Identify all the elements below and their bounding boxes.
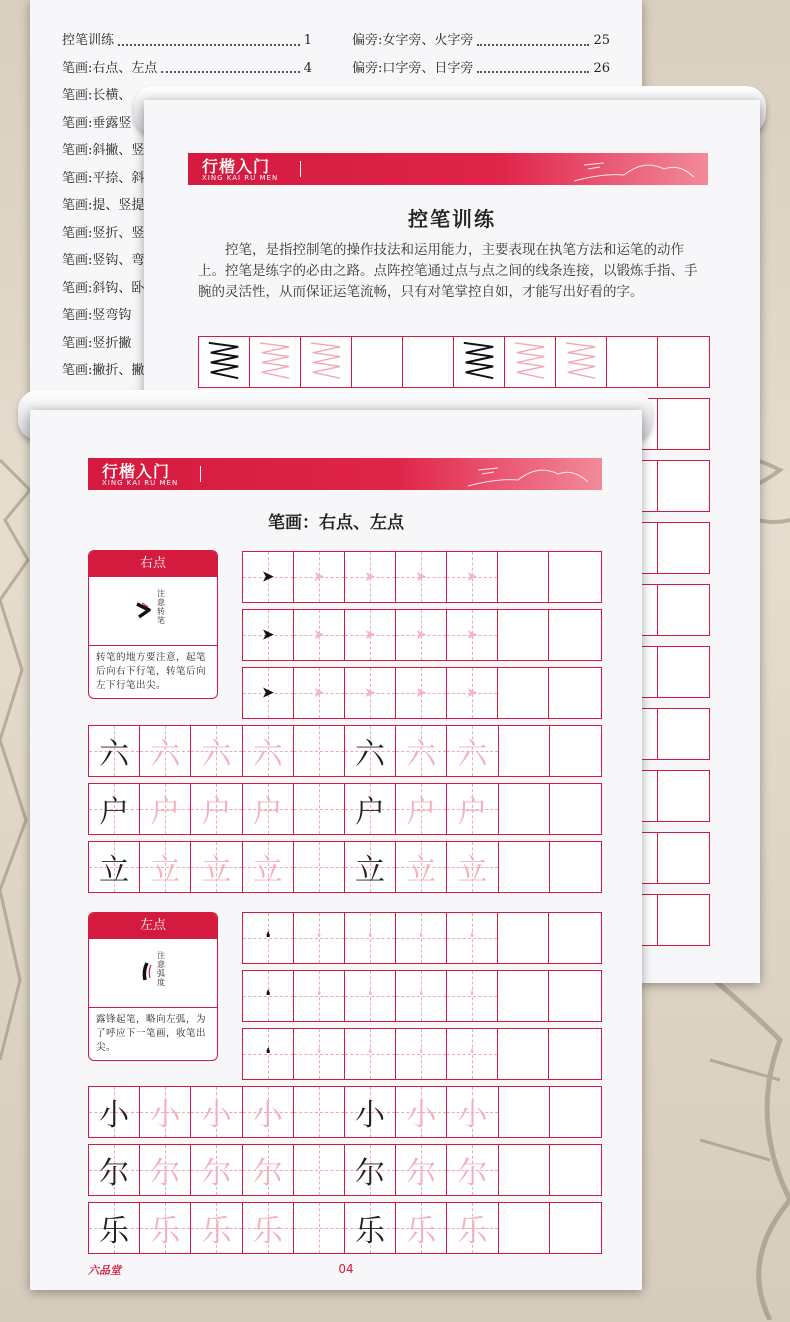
stroke-card-right-dot [88, 550, 218, 699]
practice-cell[interactable] [396, 784, 447, 834]
stroke-sample-icon: ➤ [262, 627, 274, 643]
mountain-icon [574, 155, 694, 183]
toc-right-column [352, 27, 610, 82]
page-number: 04 [338, 1262, 354, 1276]
practice-cell[interactable] [499, 842, 550, 892]
practice-cell[interactable] [658, 647, 709, 697]
practice-cell[interactable] [447, 913, 498, 963]
zigzag-stroke-icon [556, 337, 606, 386]
stroke-trace-icon: ❛ [469, 988, 475, 1004]
toc-item-label: 笔画:斜钩、卧 [62, 280, 145, 296]
character-trace: 乐 [457, 1214, 488, 1249]
zigzag-stroke-icon [301, 337, 351, 386]
toc-item[interactable] [352, 55, 610, 83]
practice-cell[interactable] [345, 726, 396, 776]
character-trace: 小 [150, 1098, 181, 1133]
practice-cell[interactable] [556, 337, 607, 387]
stroke-tip: 注意转笔 [157, 589, 165, 625]
practice-cell[interactable] [499, 1203, 550, 1253]
control-practice-grid [198, 336, 710, 388]
practice-cell[interactable] [294, 1087, 345, 1137]
toc-item-label: 笔画:长横、 [62, 88, 132, 103]
character-sample: 小 [99, 1098, 130, 1133]
right-dot-stroke-icon [135, 601, 153, 621]
stroke-sample-icon: ➤ [262, 685, 274, 701]
character-trace: 户 [201, 795, 232, 830]
practice-cell[interactable] [396, 552, 447, 602]
character-sample: 乐 [99, 1214, 130, 1249]
practice-cell[interactable] [498, 552, 549, 602]
practice-cell[interactable] [89, 842, 140, 892]
toc-item-label: 偏旁:口字旁、日字旁 [352, 60, 474, 76]
practice-cell[interactable] [403, 337, 454, 387]
character-sample: 六 [355, 737, 386, 772]
zigzag-stroke-icon [250, 337, 300, 386]
practice-cell[interactable] [499, 784, 550, 834]
stroke-sample-icon: ❛ [265, 988, 271, 1004]
practice-cell[interactable] [658, 709, 709, 759]
practice-cell[interactable] [658, 833, 709, 883]
stroke-sample-icon: ❛ [265, 930, 271, 946]
practice-cell[interactable] [294, 610, 345, 660]
character-trace: 六 [252, 737, 283, 772]
stroke-practice-row [242, 912, 602, 964]
practice-cell[interactable] [250, 337, 301, 387]
practice-cell[interactable] [140, 1087, 191, 1137]
practice-cell[interactable] [658, 771, 709, 821]
practice-cell[interactable] [396, 726, 447, 776]
practice-cell[interactable] [549, 668, 600, 718]
practice-cell[interactable] [498, 1029, 549, 1079]
stroke-card-title: 右点 [89, 551, 217, 577]
practice-cell[interactable] [89, 726, 140, 776]
character-trace: 尔 [252, 1156, 283, 1191]
toc-item-label: 笔画:提、竖提 [62, 198, 145, 213]
practice-cell[interactable] [243, 610, 294, 660]
stroke-card-title: 左点 [89, 913, 217, 939]
toc-item-label: 笔画:垂露竖 [62, 115, 132, 131]
toc-item-page: 4 [303, 60, 312, 76]
practice-cell[interactable] [345, 842, 396, 892]
character-trace: 立 [150, 853, 181, 888]
practice-cell[interactable] [550, 1145, 601, 1195]
practice-cell[interactable] [345, 971, 396, 1021]
stroke-practice-row [242, 551, 602, 603]
practice-cell[interactable] [550, 726, 601, 776]
practice-cell[interactable] [549, 971, 600, 1021]
practice-cell[interactable] [294, 552, 345, 602]
stroke-trace-icon: ❛ [469, 1046, 475, 1062]
practice-cell[interactable] [396, 913, 447, 963]
practice-cell[interactable] [396, 1029, 447, 1079]
practice-cell[interactable] [658, 337, 709, 387]
stroke-trace-icon: ❛ [418, 988, 424, 1004]
stroke-trace-icon: ❛ [316, 930, 322, 946]
character-trace: 尔 [457, 1156, 488, 1191]
practice-cell[interactable] [447, 610, 498, 660]
practice-cell[interactable] [607, 337, 658, 387]
character-trace: 小 [406, 1098, 437, 1133]
character-trace: 六 [201, 737, 232, 772]
practice-cell[interactable] [498, 610, 549, 660]
practice-cell[interactable] [396, 971, 447, 1021]
toc-item-label: 笔画:斜撇、竖 [62, 143, 145, 158]
character-practice-row [88, 1086, 602, 1138]
toc-item-label: 笔画:竖折撇 [62, 335, 132, 351]
character-practice-row [88, 841, 602, 893]
character-sample: 尔 [99, 1156, 130, 1191]
stroke-trace-icon: ➤ [415, 685, 427, 701]
left-dot-stroke-icon [139, 961, 155, 983]
practice-cell[interactable] [498, 668, 549, 718]
practice-cell[interactable] [447, 552, 498, 602]
character-sample: 乐 [355, 1214, 386, 1249]
toc-item-page: 25 [593, 33, 610, 48]
section-banner [188, 153, 708, 185]
character-trace: 小 [457, 1098, 488, 1133]
toc-item-label: 笔画:平捺、斜 [62, 170, 145, 186]
practice-cell[interactable] [658, 399, 709, 449]
practice-cell[interactable] [345, 913, 396, 963]
section-banner [88, 458, 602, 490]
character-sample: 小 [355, 1098, 386, 1133]
toc-item[interactable] [62, 55, 312, 83]
stroke-trace-icon: ➤ [415, 569, 427, 585]
toc-item-label: 笔画:竖弯钩 [62, 308, 132, 323]
page-title: 控笔训练 [408, 207, 496, 231]
toc-item[interactable] [352, 27, 610, 55]
stroke-trace-icon: ➤ [313, 685, 325, 701]
practice-cell[interactable] [447, 784, 498, 834]
practice-cell[interactable] [345, 668, 396, 718]
practice-cell[interactable] [89, 1145, 140, 1195]
brand-logo: 六品堂 [88, 1264, 121, 1277]
practice-cell[interactable] [345, 1029, 396, 1079]
toc-item-label: 控笔训练 [62, 33, 115, 48]
practice-cell[interactable] [345, 784, 396, 834]
practice-cell[interactable] [191, 784, 242, 834]
character-practice-row [88, 1202, 602, 1254]
toc-leader-dots [477, 55, 589, 74]
character-trace: 尔 [201, 1156, 232, 1191]
stroke-description: 转笔的地方要注意，起笔后向右下行笔，转笔后向左下行笔出尖。 [96, 652, 207, 691]
character-trace: 小 [201, 1098, 232, 1133]
practice-cell[interactable] [140, 1145, 191, 1195]
practice-cell[interactable] [294, 1029, 345, 1079]
practice-cell[interactable] [345, 1203, 396, 1253]
practice-cell[interactable] [549, 552, 600, 602]
toc-item-page: 26 [593, 60, 610, 76]
stroke-trace-icon: ➤ [364, 569, 376, 585]
practice-cell[interactable] [140, 1203, 191, 1253]
practice-cell[interactable] [447, 1087, 498, 1137]
practice-cell[interactable] [294, 842, 345, 892]
practice-cell[interactable] [301, 337, 352, 387]
banner-divider [300, 161, 301, 177]
practice-page-front [30, 410, 642, 1290]
practice-cell[interactable] [243, 842, 294, 892]
character-trace: 乐 [252, 1214, 283, 1249]
character-trace: 户 [150, 795, 181, 830]
practice-cell[interactable] [549, 913, 600, 963]
stroke-trace-icon: ❛ [367, 930, 373, 946]
practice-cell[interactable] [243, 726, 294, 776]
stroke-trace-icon: ❛ [316, 1046, 322, 1062]
banner-subtitle: XING KAI RU MEN [102, 479, 179, 487]
practice-cell[interactable] [550, 784, 601, 834]
character-sample: 立 [355, 853, 386, 888]
character-trace: 尔 [150, 1156, 181, 1191]
toc-leader-dots [477, 27, 589, 46]
practice-cell[interactable] [658, 585, 709, 635]
practice-cell[interactable] [658, 895, 709, 945]
character-trace: 乐 [150, 1214, 181, 1249]
character-trace: 户 [406, 795, 437, 830]
stroke-trace-icon: ➤ [466, 685, 478, 701]
practice-cell[interactable] [396, 1203, 447, 1253]
character-sample: 六 [99, 737, 130, 772]
character-practice-row [88, 725, 602, 777]
banner-title: 行楷入门 [102, 462, 171, 481]
character-trace: 户 [457, 795, 488, 830]
stroke-trace-icon: ➤ [466, 627, 478, 643]
practice-cell[interactable] [352, 337, 403, 387]
toc-item-label: 偏旁:女字旁、火字旁 [352, 33, 474, 48]
practice-cell[interactable] [294, 668, 345, 718]
practice-cell[interactable] [345, 1145, 396, 1195]
mountain-icon [468, 460, 588, 488]
practice-cell[interactable] [658, 523, 709, 573]
stroke-trace-icon: ❛ [367, 1046, 373, 1062]
practice-cell[interactable] [396, 1145, 447, 1195]
practice-cell[interactable] [550, 1087, 601, 1137]
toc-leader-dots [118, 27, 300, 46]
practice-cell[interactable] [549, 1029, 600, 1079]
practice-cell[interactable] [396, 1087, 447, 1137]
stroke-trace-icon: ❛ [418, 1046, 424, 1062]
stroke-demo [89, 577, 217, 646]
practice-cell[interactable] [243, 552, 294, 602]
practice-cell[interactable] [396, 842, 447, 892]
stroke-trace-icon: ❛ [418, 930, 424, 946]
toc-item-label: 笔画:右点、左点 [62, 60, 158, 76]
character-trace: 立 [406, 853, 437, 888]
stroke-trace-icon: ➤ [364, 685, 376, 701]
zigzag-stroke-icon [199, 337, 249, 386]
practice-cell[interactable] [447, 842, 498, 892]
practice-cell[interactable] [294, 1145, 345, 1195]
character-trace: 乐 [201, 1214, 232, 1249]
practice-cell[interactable] [447, 1203, 498, 1253]
stroke-trace-icon: ➤ [415, 627, 427, 643]
intro-paragraph: 控笔，是指控制笔的操作技法和运用能力，主要表现在执笔方法和运笔的动作上。控笔是练字的必由之路。点阵控笔通过点与点之间的线条连接，以锻炼手指、手腕的灵活性，从而保证运笔流畅，只有对笔掌控自如，才能写出好看的字。 [198, 242, 698, 300]
practice-cell[interactable] [499, 1087, 550, 1137]
stroke-trace-icon: ➤ [364, 627, 376, 643]
practice-cell[interactable] [345, 552, 396, 602]
stroke-sample-icon: ❛ [265, 1046, 271, 1062]
stroke-practice-row [242, 667, 602, 719]
character-sample: 户 [355, 795, 386, 830]
practice-cell[interactable] [550, 842, 601, 892]
practice-cell[interactable] [140, 784, 191, 834]
practice-cell[interactable] [191, 842, 242, 892]
banner-title: 行楷入门 [202, 157, 271, 176]
character-trace: 六 [150, 737, 181, 772]
stroke-trace-icon: ➤ [466, 569, 478, 585]
stroke-card-left-dot [88, 912, 218, 1061]
practice-cell[interactable] [243, 1203, 294, 1253]
practice-cell[interactable] [549, 610, 600, 660]
character-practice-row [88, 783, 602, 835]
practice-cell[interactable] [191, 1203, 242, 1253]
practice-cell[interactable] [294, 726, 345, 776]
practice-cell[interactable] [199, 337, 250, 387]
character-sample: 户 [99, 795, 130, 830]
stroke-trace-icon: ❛ [469, 930, 475, 946]
practice-cell[interactable] [498, 913, 549, 963]
practice-cell[interactable] [499, 1145, 550, 1195]
practice-cell[interactable] [140, 726, 191, 776]
page-title: 笔画：右点、左点 [268, 513, 404, 533]
practice-cell[interactable] [89, 784, 140, 834]
banner-divider [200, 466, 201, 482]
toc-leader-dots [161, 55, 299, 74]
practice-cell[interactable] [89, 1203, 140, 1253]
stroke-trace-icon: ❛ [367, 988, 373, 1004]
character-trace: 小 [252, 1098, 283, 1133]
practice-cell[interactable] [191, 1087, 242, 1137]
practice-cell[interactable] [499, 726, 550, 776]
character-trace: 六 [457, 737, 488, 772]
stroke-trace-icon: ❛ [316, 988, 322, 1004]
practice-cell[interactable] [243, 1145, 294, 1195]
practice-cell[interactable] [454, 337, 505, 387]
character-trace: 乐 [406, 1214, 437, 1249]
toc-item-page: 1 [303, 33, 312, 48]
practice-cell[interactable] [396, 668, 447, 718]
toc-item-label: 笔画:竖折、竖 [62, 225, 145, 241]
practice-cell[interactable] [447, 668, 498, 718]
stroke-practice-row [242, 609, 602, 661]
practice-cell[interactable] [191, 726, 242, 776]
character-sample: 立 [99, 853, 130, 888]
character-sample: 尔 [355, 1156, 386, 1191]
practice-cell[interactable] [294, 971, 345, 1021]
practice-cell[interactable] [243, 784, 294, 834]
practice-cell[interactable] [89, 1087, 140, 1137]
practice-cell[interactable] [294, 1203, 345, 1253]
practice-cell[interactable] [191, 1145, 242, 1195]
practice-cell[interactable] [243, 668, 294, 718]
practice-cell[interactable] [505, 337, 556, 387]
practice-cell[interactable] [498, 971, 549, 1021]
character-trace: 立 [457, 853, 488, 888]
practice-cell[interactable] [447, 726, 498, 776]
toc-item-label: 笔画:撇折、撇 [62, 363, 145, 378]
practice-cell[interactable] [294, 913, 345, 963]
practice-cell[interactable] [345, 1087, 396, 1137]
banner-subtitle: XING KAI RU MEN [202, 174, 279, 182]
character-trace: 立 [201, 853, 232, 888]
character-practice-row [88, 1144, 602, 1196]
zigzag-stroke-icon [505, 337, 555, 386]
toc-item[interactable] [62, 27, 312, 55]
character-trace: 户 [252, 795, 283, 830]
practice-cell[interactable] [447, 1145, 498, 1195]
character-trace: 六 [406, 737, 437, 772]
practice-cell[interactable] [243, 1087, 294, 1137]
stroke-trace-icon: ➤ [313, 569, 325, 585]
practice-cell[interactable] [140, 842, 191, 892]
character-trace: 立 [252, 853, 283, 888]
stroke-tip: 注意弧度 [157, 951, 165, 987]
toc-item-label: 笔画:竖钩、弯 [62, 253, 145, 268]
stroke-practice-row [242, 970, 602, 1022]
stroke-sample-icon: ➤ [262, 569, 274, 585]
practice-cell[interactable] [294, 784, 345, 834]
practice-cell[interactable] [447, 1029, 498, 1079]
stroke-description: 露锋起笔，略向左弧，为了呼应下一笔画，收笔出尖。 [96, 1014, 207, 1053]
stroke-trace-icon: ➤ [313, 627, 325, 643]
practice-cell[interactable] [243, 971, 294, 1021]
stroke-demo [89, 939, 217, 1008]
practice-cell[interactable] [396, 610, 447, 660]
practice-cell[interactable] [243, 1029, 294, 1079]
practice-cell[interactable] [550, 1203, 601, 1253]
zigzag-stroke-icon [454, 337, 504, 386]
practice-cell[interactable] [658, 461, 709, 511]
practice-cell[interactable] [447, 971, 498, 1021]
practice-cell[interactable] [243, 913, 294, 963]
character-trace: 尔 [406, 1156, 437, 1191]
practice-cell[interactable] [345, 610, 396, 660]
stroke-practice-row [242, 1028, 602, 1080]
